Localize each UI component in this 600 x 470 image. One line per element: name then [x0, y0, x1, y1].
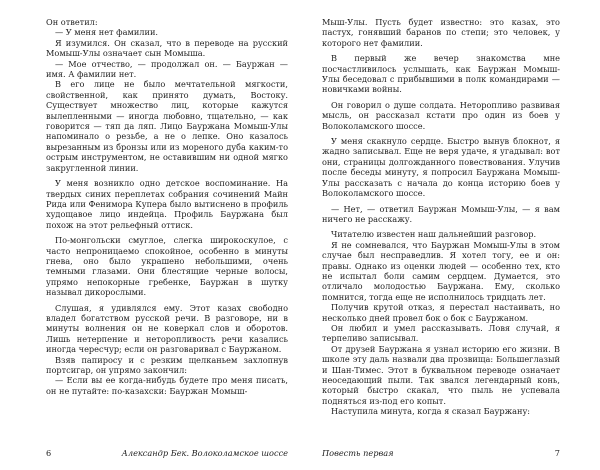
paragraph: По-монгольски смуглое, слегка широкоскулое, с часто непроницаемо спокойное, особенно в минуты гнева, оно было украшено небольшими, очень темными глазами. Они блестящие черные волосы, упрямо непокорные гребенке, Бауржан в шутку называл дикорослыми.	[46, 235, 288, 298]
left-page-footer	[0, 446, 300, 470]
paragraph: Слушая, я удивлялся ему. Этот казах свободно владел богатством русской речи. В разговоре, ни в минуты волнения он не коверкал слов и оборотов. Лишь нетерпение и неторопливость речи казались иногда чересчур; если он разговаривал с Бауржаном.	[46, 302, 288, 355]
paragraph: В его лице не было мечтательной мягкости, свойственной, как принято думать, Востоку. Существует множество лиц, которые кажутся вылепленными — иногда любовно, тщательно, — как говорится — тяп да ляп. Лицо Бауржана Момыш-Улы напоминало о резьбе, а не о лепке. Оно казалось вырезанным из бронзы или из мореного дуба каким-то острым инструментом, не оставившим ни одной мягко закругленной линии.	[46, 79, 288, 173]
paragraph: Наступила минута, когда я сказал Бауржану:	[331, 406, 531, 417]
paragraph: — У меня нет фамилии.	[55, 27, 159, 38]
paragraph: — Нет, — ответил Бауржан Момыш-Улы, — я вам ничего не расскажу.	[322, 203, 560, 224]
paragraph: Он говорил о душе солдата. Неторопливо развивая мысль, он рассказал кстати про один из боев у Волоколамского шоссе.	[322, 99, 560, 131]
paragraph: Он любил и умел рассказывать. Ловя случай, я терпеливо записывал.	[322, 322, 560, 344]
paragraph: Взяв папиросу и с резким щелканьем захлопнув портсигар, он упрямо закончил:	[46, 354, 288, 375]
right-page-body	[322, 17, 560, 439]
paragraph: В первый же вечер знакомства мне посчастливилось услышать, как Бауржан Момыш-Улы беседовал с прибывшими в полк командирами — новичками войны.	[322, 53, 560, 95]
page-number: 7	[554, 448, 560, 458]
paragraph: Читателю известен наш дальнейший разговор.	[331, 229, 537, 240]
right-page-footer	[300, 446, 600, 470]
running-head: Повесть первая	[322, 448, 394, 458]
paragraph: У меня возникло одно детское воспоминание. На твердых синих переплетах собрания сочинений Майн Рида или Фенимора Купера было вытиснено в профиль худощавое лицо индейца. Профиль Бауржана был похож на этот рельефный оттиск.	[46, 178, 288, 230]
paragraph: Я не сомневался, что Бауржан Момыш-Улы в этом случае был несправедлив. Я хотел тогу, ее и он: правы. Однако из оценки людей — особенно тех, кто не испытал боли самим сердцем. Думается, это отличало молодостью Бауржана. Ему, сколько помнится, тогда еще не исполнилось тридцать лет.	[322, 239, 560, 302]
paragraph: — Мое отчество, — продолжал он. — Бауржан — имя. А фамилии нет.	[46, 58, 288, 80]
left-page-body	[46, 17, 288, 439]
page-number: 6	[46, 448, 52, 458]
paragraph: Он ответил:	[46, 17, 98, 27]
paragraph: От друзей Бауржана я узнал историю его жизни. В школе эту даль назвали два прозвища: Большеглазый и Шан-Тимес. Этот в буквальном переводе означает неоседающий пыли. Так звался легендарный конь, который быстро скакал, что пыль не успевала подняться из-под его копыт.	[322, 343, 560, 406]
running-head: Александр Бек. Волоколамское шоссе	[121, 448, 288, 458]
paragraph: Я изумился. Он сказал, что в переводе на русский Момыш-Улы означает сын Момыша.	[46, 37, 288, 59]
right-page	[300, 0, 600, 470]
paragraph: — Если вы ее когда-нибудь будете про меня писать, он не путайте: по-казахски: Бауржан Момыш-	[46, 375, 288, 396]
paragraph: Мыш-Улы. Пусть будет известно: это казах, это пастух, гонявший баранов по степи; это человек, у которого нет фамилии.	[322, 17, 560, 48]
paragraph: У меня скакнуло сердце. Быстро вынув блокнот, я жадно записывал. Еще не веря удаче, я угадывал: вот они, страницы долгожданного повествования. Улучив после беседы минуту, я попросил Бауржана Момыш-Улы рассказать с начала до конца историю боев у Волоколамского шоссе.	[322, 136, 560, 199]
paragraph: Получив крутой отказ, я перестал настаивать, но несколько дней провел бок о бок с Бауржаном.	[322, 302, 560, 323]
